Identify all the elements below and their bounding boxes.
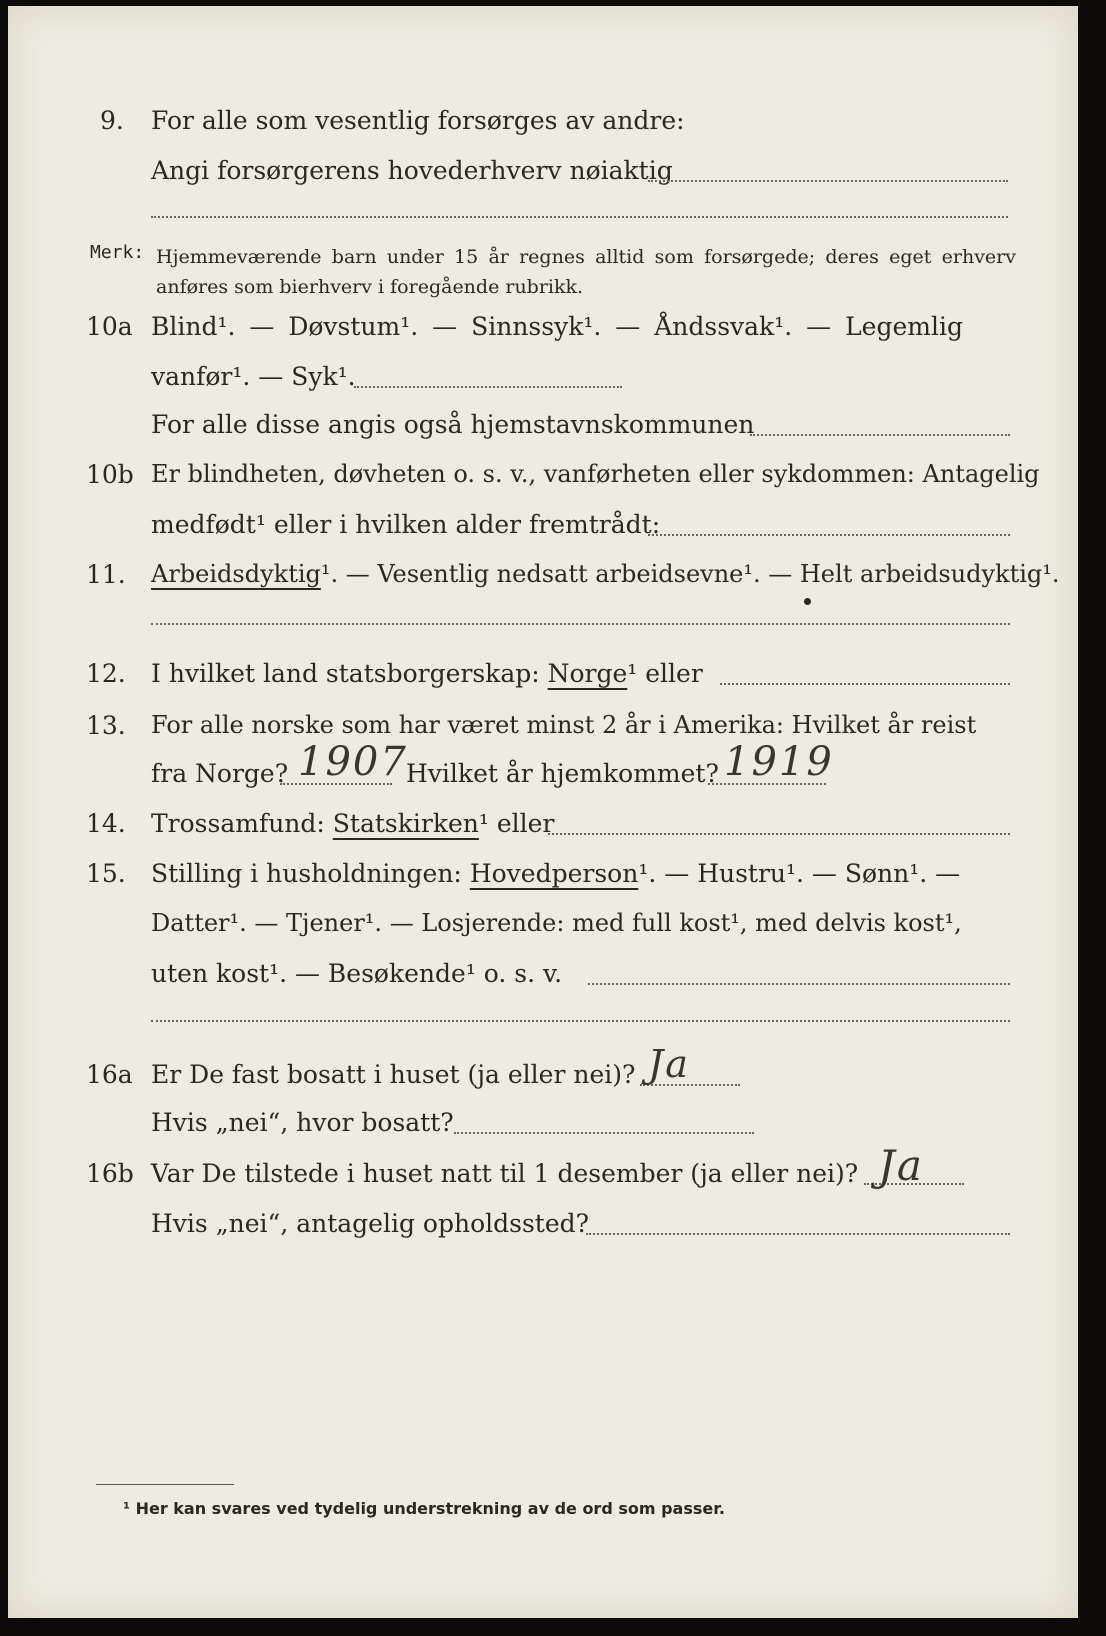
answer-line[interactable] xyxy=(586,1233,1010,1235)
question-text: vanfør¹. — Syk¹. xyxy=(151,362,356,391)
underlined-answer: Norge xyxy=(547,659,628,688)
question-text: Var De tilstede i huset natt til 1 desember (ja eller nei)? xyxy=(151,1159,859,1188)
footnote-rule xyxy=(96,1484,234,1485)
question-text: Er blindheten, døvheten o. s. v., vanførheten eller sykdommen: Antagelig xyxy=(151,460,1040,488)
question-14 xyxy=(8,801,1078,845)
question-15-line2 xyxy=(8,901,1078,945)
answer-line[interactable] xyxy=(151,623,1010,625)
answer-line[interactable] xyxy=(588,983,1010,985)
question-text: Er De fast bosatt i huset (ja eller nei)? xyxy=(151,1060,636,1089)
question-16a-line2 xyxy=(8,1100,1078,1144)
question-text-before: Stilling i husholdningen: xyxy=(151,859,462,888)
question-text: Blind¹. — Døvstum¹. — Sinnssyk¹. — Åndssvak¹. — Legemlig xyxy=(151,312,963,341)
question-15 xyxy=(8,851,1078,895)
census-form-page xyxy=(8,6,1078,1618)
question-16b xyxy=(8,1141,1078,1195)
question-text-after: ¹ eller xyxy=(478,809,555,838)
question-text-rest: ¹. — Vesentlig nedsatt arbeidsevne¹. — Helt arbeidsudyktig¹. xyxy=(320,560,1060,588)
handwritten-answer: Ja xyxy=(648,1042,690,1086)
footnote: ¹ Her kan svares ved tydelig understrekning av de ord som passer. xyxy=(123,1499,725,1518)
handwritten-answer: 1907 xyxy=(298,739,408,785)
question-number: 13. xyxy=(86,711,126,740)
note-text: Hjemmeværende barn under 15 år regnes alltid som forsørgede; deres eget erhverv anføres som bierhverv i foregående rubrikk. xyxy=(156,246,1016,298)
answer-line[interactable] xyxy=(750,434,1010,436)
note-label: Merk: xyxy=(90,242,145,263)
ink-spot xyxy=(804,598,811,605)
question-text: For alle som vesentlig forsørges av andre: xyxy=(151,106,685,135)
question-text: For alle disse angis også hjemstavnskommunen xyxy=(151,410,755,439)
question-number: 16a xyxy=(86,1060,133,1089)
handwritten-answer: 1919 xyxy=(724,739,834,785)
question-16a xyxy=(8,1042,1078,1096)
question-number: 15. xyxy=(86,859,126,888)
question-text: For alle norske som har været minst 2 år i Amerika: Hvilket år reist xyxy=(151,711,977,739)
question-12 xyxy=(8,651,1078,695)
question-13-line2 xyxy=(8,739,1078,795)
question-text xyxy=(151,560,1060,588)
underlined-answer: Statskirken xyxy=(332,809,479,838)
question-number: 10a xyxy=(86,312,133,341)
question-10b-line2 xyxy=(8,502,1078,546)
question-16b-line2 xyxy=(8,1201,1078,1245)
underlined-answer: Arbeidsdyktig xyxy=(151,560,321,588)
question-text-before: I hvilket land statsborgerskap: xyxy=(151,659,540,688)
question-number: 9. xyxy=(100,106,124,135)
question-text: fra Norge? xyxy=(151,759,289,788)
question-number: 16b xyxy=(86,1159,134,1188)
handwritten-answer: Ja xyxy=(878,1141,924,1190)
question-text-after: ¹ eller xyxy=(627,659,703,688)
answer-line[interactable] xyxy=(648,180,1008,182)
answer-line[interactable] xyxy=(720,683,1010,685)
question-9 xyxy=(8,98,1078,142)
question-text xyxy=(151,809,554,838)
question-10a-line3 xyxy=(8,402,1078,446)
question-10b xyxy=(8,452,1078,496)
question-number: 14. xyxy=(86,809,126,838)
answer-line[interactable] xyxy=(151,1020,1010,1022)
underlined-answer: Hovedperson xyxy=(469,859,639,888)
answer-line[interactable] xyxy=(648,534,1010,536)
answer-line[interactable] xyxy=(354,386,622,388)
question-15-line3 xyxy=(8,951,1078,995)
question-number: 12. xyxy=(86,659,126,688)
question-text: Hvis „nei“, hvor bosatt? xyxy=(151,1108,454,1137)
question-text: uten kost¹. — Besøkende¹ o. s. v. xyxy=(151,959,563,988)
answer-line[interactable] xyxy=(548,833,1010,835)
question-number: 10b xyxy=(86,460,134,489)
question-text xyxy=(151,859,960,888)
question-text: Datter¹. — Tjener¹. — Losjerende: med full kost¹, med delvis kost¹, xyxy=(151,909,962,937)
question-10a-line2 xyxy=(8,354,1078,398)
question-13 xyxy=(8,703,1078,747)
question-text: Hvis „nei“, antagelig opholdssted? xyxy=(151,1209,590,1238)
answer-line[interactable] xyxy=(151,216,1008,218)
question-text-before: Trossamfund: xyxy=(151,809,325,838)
question-text: medfødt¹ eller i hvilken alder fremtrådt: xyxy=(151,510,661,539)
answer-line[interactable] xyxy=(454,1132,754,1134)
question-10a xyxy=(8,304,1078,348)
question-text: Angi forsørgerens hovederhverv nøiaktig xyxy=(151,156,673,185)
question-9-line2 xyxy=(8,148,1078,192)
question-number: 11. xyxy=(86,560,126,589)
question-11 xyxy=(8,552,1078,596)
question-text-after: ¹. — Hustru¹. — Sønn¹. — xyxy=(638,859,961,888)
question-text xyxy=(151,659,703,688)
question-text: Hvilket år hjemkommet? xyxy=(406,759,719,788)
